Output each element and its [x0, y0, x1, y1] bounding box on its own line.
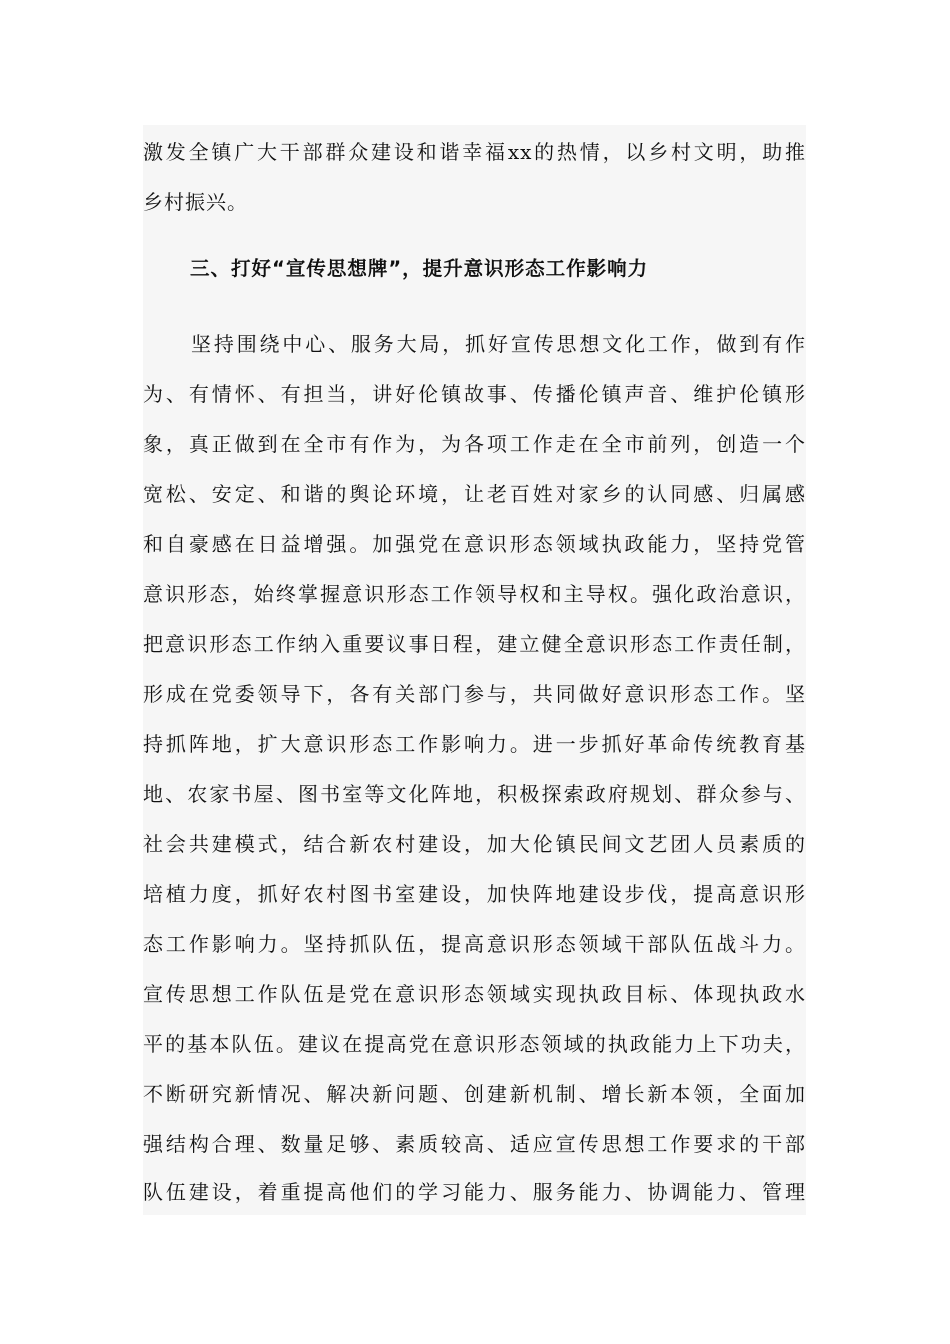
paragraph-line: 宽松、安定、和谐的舆论环境，让老百姓对家乡的认同感、归属感: [143, 482, 806, 506]
paragraph-line: 平的基本队伍。建议在提高党在意识形态领域的执政能力上下功夫，: [143, 1032, 806, 1056]
paragraph-line: 激发全镇广大干部群众建设和谐幸福xx的热情，以乡村文明，助推: [143, 140, 806, 164]
paragraph-line: 意识形态，始终掌握意识形态工作领导权和主导权。强化政治意识，: [143, 582, 806, 606]
paragraph-line: 为、有情怀、有担当，讲好伦镇故事、传播伦镇声音、维护伦镇形: [143, 382, 806, 406]
section-heading: 三、打好“宣传思想牌”，提升意识形态工作影响力: [190, 257, 649, 280]
paragraph-line: 持抓阵地，扩大意识形态工作影响力。进一步抓好革命传统教育基: [143, 732, 806, 756]
paragraph-line: 培植力度，抓好农村图书室建设，加快阵地建设步伐，提高意识形: [143, 882, 806, 906]
paragraph-line: 不断研究新情况、解决新问题、创建新机制、增长新本领，全面加: [143, 1082, 806, 1106]
paragraph-line: 宣传思想工作队伍是党在意识形态领域实现执政目标、体现执政水: [143, 982, 806, 1006]
paragraph-line: 态工作影响力。坚持抓队伍，提高意识形态领域干部队伍战斗力。: [143, 932, 806, 956]
paragraph-line: 把意识形态工作纳入重要议事日程，建立健全意识形态工作责任制，: [143, 632, 806, 656]
paragraph-line: 强结构合理、数量足够、素质较高、适应宣传思想工作要求的干部: [143, 1132, 806, 1156]
text-block: [143, 125, 806, 1215]
paragraph-line: 地、农家书屋、图书室等文化阵地，积极探索政府规划、群众参与、: [143, 782, 806, 806]
paragraph-line: 坚持围绕中心、服务大局，抓好宣传思想文化工作，做到有作: [191, 332, 806, 356]
paragraph-line: 乡村振兴。: [143, 190, 248, 214]
paragraph-line: 象，真正做到在全市有作为，为各项工作走在全市前列，创造一个: [143, 432, 806, 456]
paragraph-line: 队伍建设，着重提高他们的学习能力、服务能力、协调能力、管理: [143, 1180, 806, 1204]
paragraph-line: 和自豪感在日益增强。加强党在意识形态领域执政能力，坚持党管: [143, 532, 806, 556]
paragraph-line: 形成在党委领导下，各有关部门参与，共同做好意识形态工作。坚: [143, 682, 806, 706]
paragraph-line: 社会共建模式，结合新农村建设，加大伦镇民间文艺团人员素质的: [143, 832, 806, 856]
